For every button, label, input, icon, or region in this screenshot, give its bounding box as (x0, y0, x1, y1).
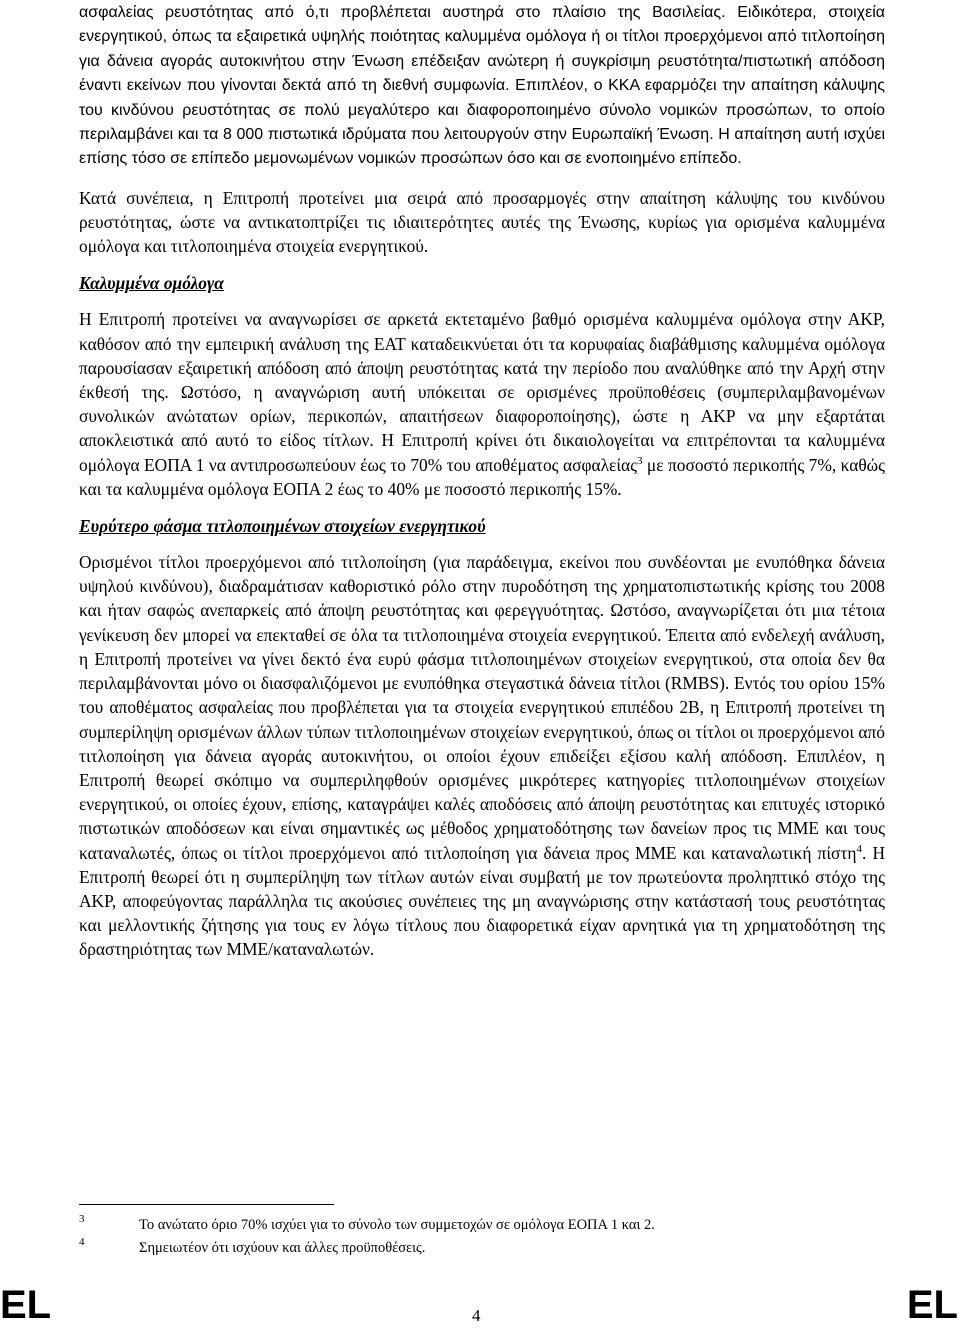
footer-language-right: EL (906, 1283, 958, 1327)
paragraph-covered-bonds (79, 307, 885, 501)
footer-language-left: EL (0, 1283, 52, 1327)
intro-paragraph-part1: ασφαλείας ρευστότητας από ό,τι προβλέπεται αυστηρά στο πλαίσιο της Βασιλείας. Ειδικότερα, στοιχεία ενεργητικού, όπως τα εξαιρετικά υψηλής ποιότητας καλυμμένα ομόλογα ή οι τίτλοι προερχόμενοι από τιτλοποίηση για δάνεια αγοράς αυτοκινήτου στην Ένωση επέδειξαν ανώτερη ή συγκρίσιμη ρευστότητα/πιστωτική απόδοση έναντι εκείνων που γίνονται δεκτά από τη διεθνή συμφωνία. (79, 4, 885, 95)
page-number: 4 (472, 1306, 481, 1325)
paragraph-securitised-assets (79, 550, 885, 961)
paragraph-covered-bonds-text-b: με ποσοστό περικοπής 7%, καθώς και τα καλυμμένα ομόλογα ΕΟΠΑ 2 έως το 40% με ποσοστό περικοπής 15%. (79, 454, 885, 499)
intro-paragraph (79, 1, 885, 172)
footnote-text: Σημειωτέον ότι ισχύουν και άλλες προϋποθέσεις. (139, 1240, 426, 1256)
footnote-ref-3[interactable]: 3 (637, 454, 643, 467)
footnote-separator (79, 1204, 334, 1205)
heading-securitised-assets: Ευρύτερο φάσμα τιτλοποιημένων στοιχείων ενεργητικού (79, 516, 486, 537)
paragraph-securitised-text-b: . Η Επιτροπή θεωρεί ότι η συμπερίληψη των τίτλων αυτών είναι συμβατή με τον πρωτεύοντα προληπτικό στόχο της ΑΚΡ, αποφεύγοντας παράλληλα τις ακούσιες συνέπειες της μη αναγνώρισης στην κατάστασή τους ρευστότητας και μελλοντικής ζήτησης για τους εν λόγω τίτλους που διαφορετικά είχαν αρνητικά για τη χρηματοδότηση της δραστηριότητας των ΜΜΕ/καταναλωτών. (79, 842, 886, 960)
footnote-number: 3 (79, 1213, 85, 1225)
footnote-ref-4[interactable]: 4 (856, 842, 862, 855)
paragraph-adjustments: Κατά συνέπεια, η Επιτροπή προτείνει μια σειρά από προσαρμογές στην απαίτηση κάλυψης του κινδύνου ρευστότητας, ώστε να αντικατοπτρίζει τις ιδιαιτερότητες αυτές της Ένωσης, κυρίως για ορισμένα καλυμμένα ομόλογα και τιτλοποιημένα στοιχεία ενεργητικού. (79, 187, 885, 257)
intro-paragraph-part2: Επιπλέον, ο ΚΚΑ εφαρμόζει την απαίτηση κάλυψης του κινδύνου ρευστότητας σε πολύ μεγαλύτερο και διαφοροποιημένο σύνολο νομικών προσώπων, το οποίο περιλαμβάνει και τα 8 000 πιστωτικά ιδρύματα που λειτουργούν στην Ευρωπαϊκή Ένωση. Η απαίτηση αυτή ισχύει επίσης τόσο σε επίπεδο μεμονωμένων νομικών προσώπων όσο και σε ενοποιημένο επίπεδο. (79, 77, 885, 168)
document-body (79, 0, 885, 962)
footnote-text: Το ανώτατο όριο 70% ισχύει για το σύνολο των συμμετοχών σε ομόλογα ΕΟΠΑ 1 και 2. (139, 1217, 655, 1233)
footnote-number: 4 (79, 1236, 85, 1248)
heading-covered-bonds: Καλυμμένα ομόλογα (79, 273, 224, 294)
paragraph-covered-bonds-text-a: Η Επιτροπή προτείνει να αναγνωρίσει σε αρκετά εκτεταμένο βαθμό ορισμένα καλυμμένα ομόλογα στην ΑΚΡ, καθόσον από την εμπειρική ανάλυση της ΕΑΤ καταδεικνύεται ότι τα κορυφαίας διαβάθμισης καλυμμένα ομόλογα παρουσίασαν εξαιρετική απόδοση από άποψη ρευστότητας κατά την περίοδο που αναλύθηκε από την Αρχή στην έκθεσή της. Ωστόσο, η αναγνώριση αυτή υπόκειται σε ορισμένες προϋποθέσεις (συμπεριλαμβανομένων συνολικών ανώτατων ορίων, περικοπών, απαιτήσεων διαφοροποίησης), ώστε η ΑΚΡ να μην εξαρτάται αποκλειστικά από αυτό το είδος τίτλων. Η Επιτροπή κρίνει ότι δικαιολογείται να επιτρέπονται τα καλυμμένα ομόλογα ΕΟΠΑ 1 να αντιπροσωπεύουν έως το 70% του αποθέματος ασφαλείας (79, 309, 885, 475)
paragraph-securitised-text-a: Ορισμένοι τίτλοι προερχόμενοι από τιτλοποίηση (για παράδειγμα, εκείνοι που συνδέονται με ενυπόθηκα δάνεια υψηλού κινδύνου), διαδραμάτισαν καθοριστικό ρόλο στην πυροδότηση της χρηματοπιστωτικής κρίσης του 2008 και ήταν σαφώς ανεπαρκείς από άποψη ρευστότητας και φερεγγυότητας. Ωστόσο, αναγνωρίζεται ότι μια τέτοια γενίκευση δεν μπορεί να επεκταθεί σε όλα τα τιτλοποιημένα στοιχεία ενεργητικού. Έπειτα από ενδελεχή ανάλυση, η Επιτροπή προτείνει να γίνει δεκτό ένα ευρύ φάσμα τιτλοποιημένων στοιχείων ενεργητικού, στα οποία δεν θα περιλαμβάνονται μόνο οι διασφαλιζόμενοι με ενυπόθηκα στεγαστικά δάνεια τίτλοι (RMBS). Εντός του ορίου 15% του αποθέματος ασφαλείας που προβλέπεται για τα στοιχεία ενεργητικού επιπέδου 2Β, η Επιτροπή προτείνει τη συμπερίληψη ορισμένων άλλων τύπων τιτλοποιημένων στοιχείων ενεργητικού, όπως οι τίτλοι οι προερχόμενοι από τιτλοποίηση για δάνεια αγοράς αυτοκινήτου, οι οποίοι έχουν επιδείξει εξίσου καλή απόδοση. Επιπλέον, η Επιτροπή θεωρεί σκόπιμο να συμπεριληφθούν ορισμένες μικρότερες κατηγορίες τιτλοποιημένων στοιχείων ενεργητικού, οι οποίες έχουν, επίσης, καταγράψει καλές αποδόσεις από άποψη ρευστότητας και επιτυχές ιστορικό πιστωτικών αποδόσεων και είναι σημαντικές ως μέθοδος χρηματοδότησης των δανείων προς τις ΜΜΕ και τους καταναλωτές, όπως οι τίτλοι προερχόμενοι από τιτλοποίηση για δάνεια προς ΜΜΕ και καταναλωτική πίστη (79, 552, 885, 863)
